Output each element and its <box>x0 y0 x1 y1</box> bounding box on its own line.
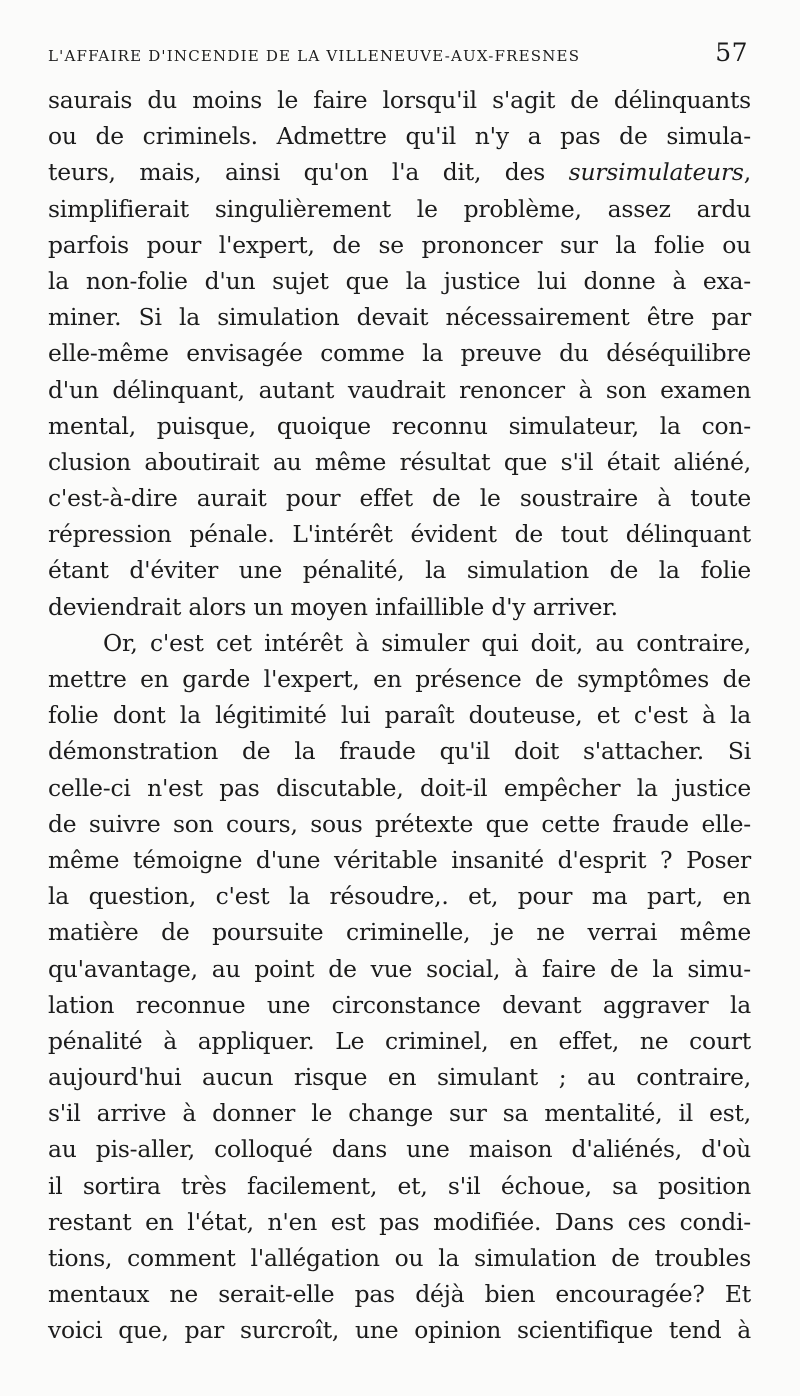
text-line: la non-folie d'un sujet que la justice lui donne à exa- <box>48 266 751 295</box>
text-line: mentaux ne serait-elle pas déjà bien encouragée? Et <box>48 1280 751 1309</box>
running-title: L'AFFAIRE D'INCENDIE DE LA VILLENEUVE-AUX-FRESNES <box>48 47 581 65</box>
text-line: simplifierait singulièrement le problème, assez ardu <box>48 194 751 223</box>
text-line: au pis-aller, colloqué dans une maison d'aliénés, d'où <box>48 1135 751 1164</box>
text-line: elle-même envisagée comme la preuve du déséquilibre <box>48 339 751 368</box>
text-line: restant en l'état, n'en est pas modifiée. Dans ces condi- <box>48 1207 751 1236</box>
text-line: même témoigne d'une véritable insanité d'esprit ? Poser <box>48 845 751 874</box>
text-line: d'un délinquant, autant vaudrait renoncer à son examen <box>48 375 751 404</box>
text-line: saurais du moins le faire lorsqu'il s'agit de délinquants <box>48 86 751 114</box>
text-line: folie dont la légitimité lui paraît douteuse, et c'est à la <box>48 701 751 730</box>
text-line: il sortira très facilement, et, s'il échoue, sa position <box>48 1171 751 1200</box>
text-line: qu'avantage, au point de vue social, à faire de la simu- <box>48 954 751 983</box>
text-line: c'est-à-dire aurait pour effet de le soustraire à toute <box>48 484 751 513</box>
text-line: s'il arrive à donner le change sur sa mentalité, il est, <box>48 1099 751 1128</box>
paragraph-1 <box>48 82 751 625</box>
running-head <box>48 38 748 72</box>
text-line: celle-ci n'est pas discutable, doit-il empêcher la justice <box>48 773 751 802</box>
text-line: matière de poursuite criminelle, je ne verrai même <box>48 918 751 947</box>
text-line-start: teurs, mais, ainsi qu'on l'a dit, des <box>48 158 569 187</box>
text-line: deviendrait alors un moyen infaillible d'y arriver. <box>48 592 618 621</box>
body-text <box>48 82 751 1349</box>
text-line: répression pénale. L'intérêt évident de tout délinquant <box>48 520 751 549</box>
text-line: tions, comment l'allégation ou la simulation de troubles <box>48 1244 751 1272</box>
text-line: voici que, par surcroît, une opinion scientifique tend à <box>48 1316 751 1345</box>
text-line: aujourd'hui aucun risque en simulant ; au contraire, <box>48 1063 751 1092</box>
text-line: miner. Si la simulation devait nécessairement être par <box>48 303 751 332</box>
text-line <box>48 154 751 190</box>
text-line: mental, puisque, quoique reconnu simulateur, la con- <box>48 411 751 440</box>
text-line: ou de criminels. Admettre qu'il n'y a pas de simula- <box>48 122 751 151</box>
page-number: 57 <box>715 38 748 67</box>
text-line: pénalité à appliquer. Le criminel, en effet, ne court <box>48 1026 751 1055</box>
italic-term-suffix: , <box>743 158 751 187</box>
italic-term: sursimulateurs <box>568 158 744 187</box>
text-line: parfois pour l'expert, de se prononcer sur la folie ou <box>48 230 751 259</box>
paragraph-2 <box>48 625 751 1349</box>
text-line: clusion aboutirait au même résultat que s'il était aliéné, <box>48 447 751 476</box>
text-line: de suivre son cours, sous prétexte que cette fraude elle- <box>48 809 751 838</box>
text-line: la question, c'est la résoudre,. et, pour ma part, en <box>48 882 751 911</box>
text-line: étant d'éviter une pénalité, la simulation de la folie <box>48 556 751 585</box>
text-line: mettre en garde l'expert, en présence de symptômes de <box>48 665 751 693</box>
text-line: Or, c'est cet intérêt à simuler qui doit, au contraire, <box>103 628 751 657</box>
text-line: lation reconnue une circonstance devant aggraver la <box>48 990 751 1019</box>
text-line: démonstration de la fraude qu'il doit s'attacher. Si <box>48 737 751 766</box>
